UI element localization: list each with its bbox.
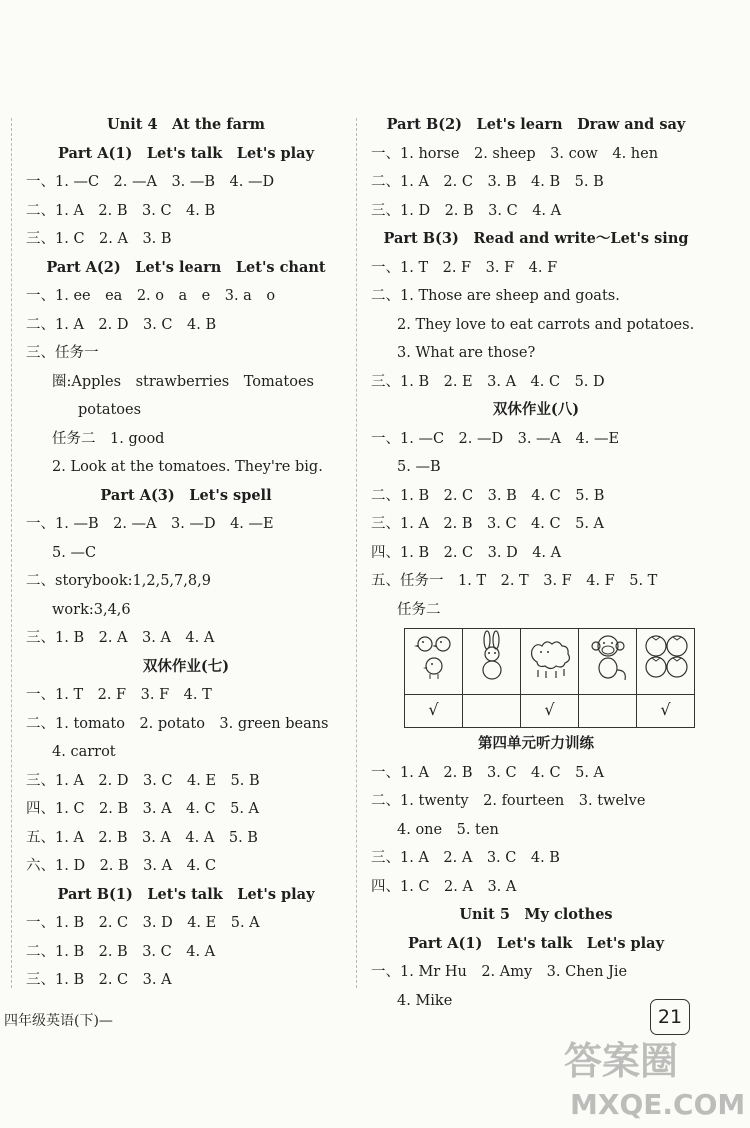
answer-line: 三、1. D 2. B 3. C 4. A [371, 202, 562, 219]
answer-line: 一、1. —C 2. —D 3. —A 4. —E [371, 430, 620, 447]
column-divider [356, 118, 357, 988]
answer-line: 三、1. B 2. C 3. A [26, 972, 172, 988]
answer-line: 三、1. A 2. A 3. C 4. B [371, 850, 560, 866]
book-title: 四年级英语(下)— [4, 1013, 113, 1029]
answer-line: 二、1. B 2. C 3. B 4. C 5. B [371, 487, 605, 504]
picture-cell [579, 629, 637, 695]
answer-line: 五、任务一 1. T 2. T 3. F 4. F 5. T [371, 573, 658, 589]
answer-line: 三、1. A 2. D 3. C 4. E 5. B [26, 772, 260, 789]
check-cell: √ [405, 694, 463, 727]
answer-line: 任务二 [397, 601, 441, 618]
answer-line: 六、1. D 2. B 3. A 4. C [26, 858, 217, 874]
answer-line: 3. What are those? [397, 345, 536, 361]
answer-line: 一、1. ee ea 2. o a e 3. a o [26, 288, 276, 304]
section-heading: Unit 4 At the farm [107, 116, 265, 133]
section-heading: Part A(1) Let's talk Let's play [407, 934, 664, 952]
section-heading: Part A(1) Let's talk Let's play [57, 144, 314, 162]
answer-line: 二、storybook:1,2,5,7,8,9 [26, 573, 211, 589]
check-cell [579, 694, 637, 727]
answer-line: 一、1. horse 2. sheep 3. cow 4. hen [371, 145, 659, 162]
picture-cell [521, 629, 579, 695]
answer-line: 三、1. C 2. A 3. B [26, 231, 172, 247]
answer-line: 2. Look at the tomatoes. They're big. [52, 459, 323, 475]
answer-line: 五、1. A 2. B 3. A 4. A 5. B [26, 829, 258, 846]
answer-line: 2. They love to eat carrots and potatoes. [397, 316, 695, 333]
answer-line: potatoes [78, 402, 142, 418]
answer-line: 二、1. Those are sheep and goats. [371, 288, 620, 304]
answer-line: 二、1. tomato 2. potato 3. green beans [26, 715, 329, 732]
answer-line: 一、1. Mr Hu 2. Amy 3. Chen Jie [371, 964, 628, 980]
task-table-wrapper [371, 628, 701, 730]
answer-line: 4. one 5. ten [397, 821, 499, 838]
answer-line: work:3,4,6 [52, 601, 131, 618]
section-heading: Part B(2) Let's learn Draw and say [386, 116, 686, 133]
answer-line: 四、1. B 2. C 3. D 4. A [371, 544, 562, 561]
answer-line: 三、1. B 2. E 3. A 4. C 5. D [371, 373, 605, 390]
tomatoes-icon [640, 630, 692, 682]
answer-line: 二、1. A 2. B 3. C 4. B [26, 202, 216, 219]
picture-cell [405, 629, 463, 695]
answer-line: 任务二 1. good [52, 430, 165, 447]
section-heading: Part A(3) Let's spell [100, 486, 272, 504]
section-heading: Unit 5 My clothes [459, 906, 613, 923]
answer-line: 4. Mike [397, 992, 453, 1009]
task-picture-table [404, 628, 695, 728]
answer-line: 5. —C [52, 544, 97, 561]
answer-line: 4. carrot [52, 744, 116, 760]
answer-line: 三、任务一 [26, 345, 99, 361]
left-column [26, 111, 346, 995]
answer-line: 四、1. C 2. A 3. A [371, 878, 517, 895]
answer-line: 三、1. B 2. A 3. A 4. A [26, 630, 215, 646]
answer-line: 一、1. A 2. B 3. C 4. C 5. A [371, 764, 605, 781]
answer-line: 二、1. A 2. C 3. B 4. B 5. B [371, 174, 604, 190]
section-heading: 双休作业(八) [492, 401, 580, 418]
section-heading: Part A(2) Let's learn Let's chant [46, 258, 326, 276]
monkey-icon [585, 630, 631, 682]
answer-line: 三、1. A 2. B 3. C 4. C 5. A [371, 516, 605, 532]
picture-cell [637, 629, 695, 695]
answer-line: 二、1. twenty 2. fourteen 3. twelve [371, 793, 646, 809]
answer-line: 四、1. C 2. B 3. A 4. C 5. A [26, 801, 260, 817]
rabbit-icon [472, 630, 512, 682]
chicks-icon [410, 630, 458, 682]
answer-line: 一、1. T 2. F 3. F 4. T [26, 687, 212, 703]
watermark-line1: 答案圈 [564, 1039, 679, 1083]
left-margin-divider [11, 118, 12, 988]
section-heading: Part B(3) Read and write～Let's sing [383, 230, 689, 247]
answer-line: 圈:Apples strawberries Tomatoes [52, 373, 314, 390]
check-cell: √ [637, 694, 695, 727]
answer-line: 一、1. —B 2. —A 3. —D 4. —E [26, 516, 274, 532]
check-cell [463, 694, 521, 727]
answer-line: 二、1. A 2. D 3. C 4. B [26, 316, 217, 333]
check-cell: √ [521, 694, 579, 727]
section-heading: Part B(1) Let's talk Let's play [57, 885, 315, 903]
answer-line: 一、1. —C 2. —A 3. —B 4. —D [26, 174, 275, 190]
right-column [371, 111, 701, 1015]
answer-line: 一、1. T 2. F 3. F 4. F [371, 259, 558, 276]
page-number: 21 [650, 999, 690, 1035]
answer-line: 二、1. B 2. B 3. C 4. A [26, 943, 216, 960]
answer-line: 5. —B [397, 459, 441, 475]
sheep-icon [524, 630, 576, 682]
section-heading: 双休作业(七) [142, 657, 230, 675]
watermark-line2: MXQE.COM [570, 1088, 746, 1121]
answer-line: 一、1. B 2. C 3. D 4. E 5. A [26, 915, 260, 931]
watermark-logo [556, 1032, 746, 1122]
section-heading: 第四单元听力训练 [478, 735, 594, 752]
picture-cell [463, 629, 521, 695]
